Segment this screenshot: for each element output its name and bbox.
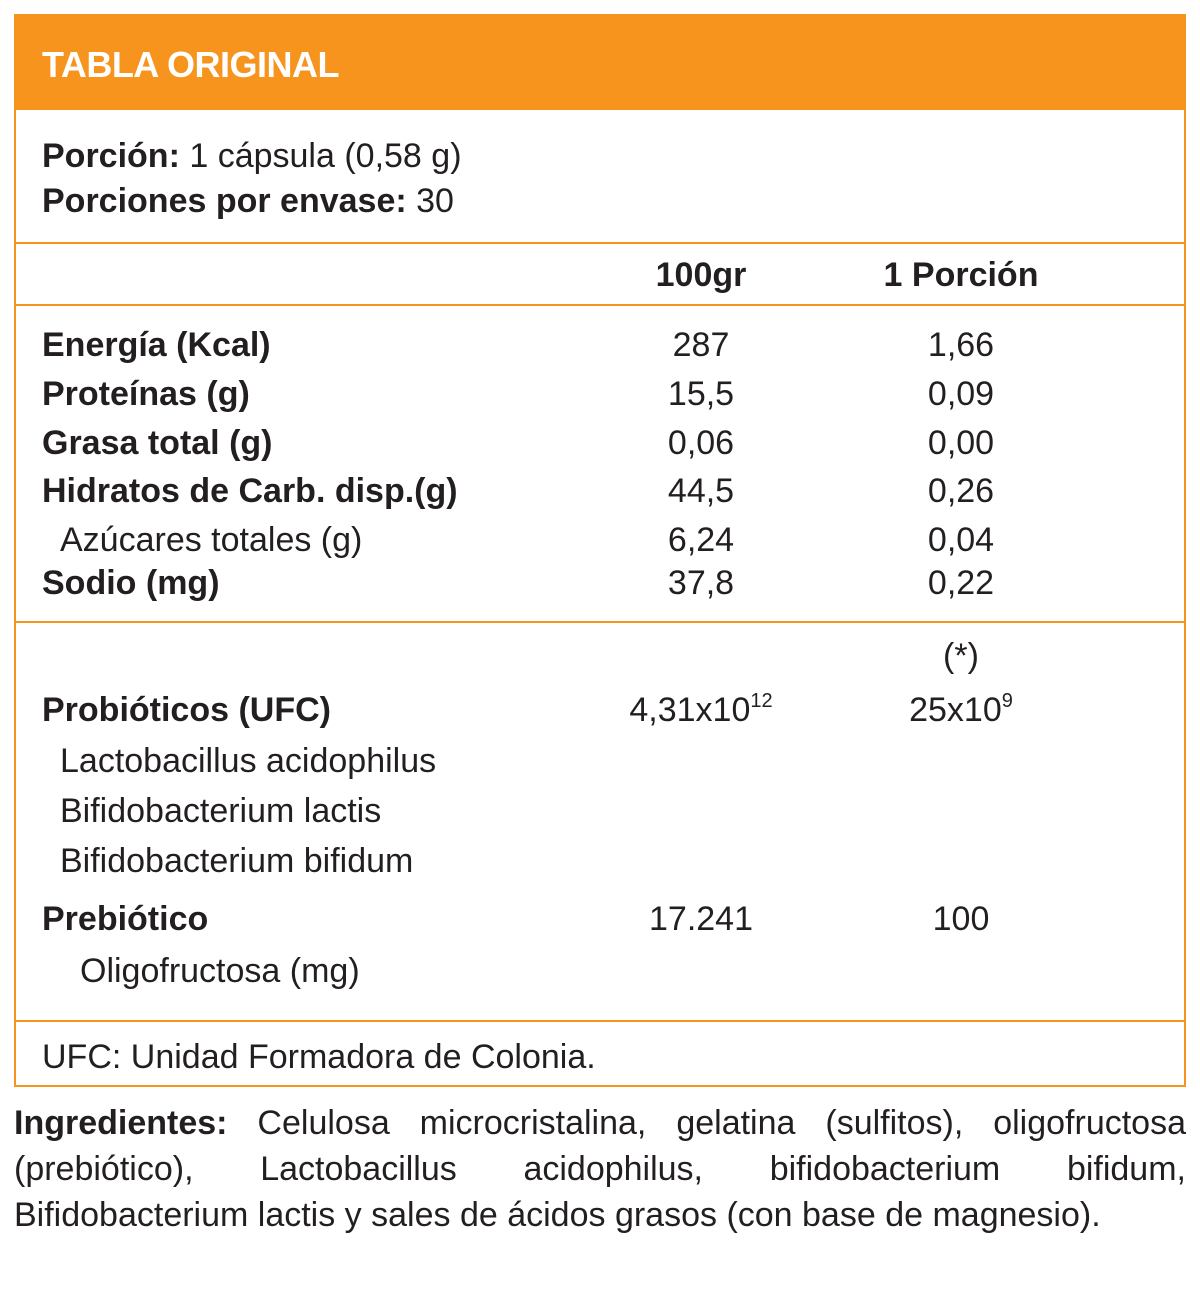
- divider: [16, 304, 1184, 306]
- per-container-value: 30: [406, 182, 454, 220]
- ingredients-label: Ingredientes:: [14, 1104, 228, 1142]
- strain-name: Lactobacillus acidophilus: [60, 742, 437, 780]
- nutrient-per-portion: 1,66: [927, 326, 995, 364]
- prebiotic-name: Prebiótico: [42, 900, 209, 938]
- footnote: UFC: Unidad Formadora de Colonia.: [42, 1038, 596, 1076]
- column-header-portion: 1 Porción: [883, 256, 1039, 294]
- probiotics-per-100-base: 4,31x10: [629, 691, 751, 729]
- nutrient-name: Proteínas (g): [42, 375, 250, 413]
- prebiotic-per-portion: 100: [932, 900, 990, 938]
- nutrient-name: Grasa total (g): [42, 424, 273, 462]
- probiotics-name: Probióticos (UFC): [42, 691, 331, 729]
- divider: [16, 1020, 1184, 1022]
- table-title: TABLA ORIGINAL: [42, 44, 339, 85]
- prebiotic-per-100: 17.241: [649, 900, 753, 938]
- nutrient-per-portion: 0,26: [927, 472, 995, 510]
- nutrient-per-100: 287: [672, 326, 730, 364]
- footnote-mark: (*): [943, 637, 979, 675]
- probiotics-per-100: [606, 690, 796, 729]
- nutrient-per-100: 0,06: [667, 424, 735, 462]
- ingredients-paragraph: [14, 1100, 1186, 1238]
- prebiotic-component: Oligofructosa (mg): [80, 952, 360, 990]
- nutrient-per-100: 15,5: [667, 375, 735, 413]
- probiotics-per-100-exponent: 12: [750, 690, 773, 712]
- divider: [16, 621, 1184, 623]
- nutrient-name: Energía (Kcal): [42, 326, 271, 364]
- nutrient-per-portion: 0,04: [927, 521, 995, 559]
- nutrient-per-portion: 0,09: [927, 375, 995, 413]
- table-header: [16, 16, 1184, 110]
- probiotics-per-portion: [866, 690, 1056, 729]
- probiotics-per-portion-exponent: 9: [1001, 690, 1013, 712]
- nutrient-name: Sodio (mg): [42, 564, 220, 602]
- strain-name: Bifidobacterium lactis: [60, 792, 382, 830]
- portion-value: 1 cápsula (0,58 g): [179, 137, 462, 175]
- nutrition-table: [14, 14, 1186, 1087]
- nutrient-per-100: 37,8: [667, 564, 735, 602]
- per-container-line: [42, 184, 454, 218]
- nutrient-per-100: 44,5: [667, 472, 735, 510]
- column-header-100g: 100gr: [655, 256, 747, 294]
- nutrient-per-portion: 0,22: [927, 564, 995, 602]
- probiotics-per-portion-base: 25x10: [909, 691, 1002, 729]
- divider: [16, 242, 1184, 244]
- portion-label: Porción:: [42, 137, 180, 175]
- nutrient-per-100: 6,24: [667, 521, 735, 559]
- strain-name: Bifidobacterium bifidum: [60, 842, 414, 880]
- ingredients-text: Celulosa microcristalina, gelatina (sulfitos), oligofructosa (prebiótico), Lactobacillus acidophilus, bifidobacterium bifidum, Bifidobacterium lactis y sales de ácidos grasos (con base de magnesio).: [14, 1104, 1186, 1234]
- portion-line: [42, 139, 462, 173]
- nutrient-name: Hidratos de Carb. disp.(g): [42, 472, 458, 510]
- per-container-label: Porciones por envase:: [42, 182, 407, 220]
- nutrient-name: Azúcares totales (g): [60, 521, 363, 559]
- nutrient-per-portion: 0,00: [927, 424, 995, 462]
